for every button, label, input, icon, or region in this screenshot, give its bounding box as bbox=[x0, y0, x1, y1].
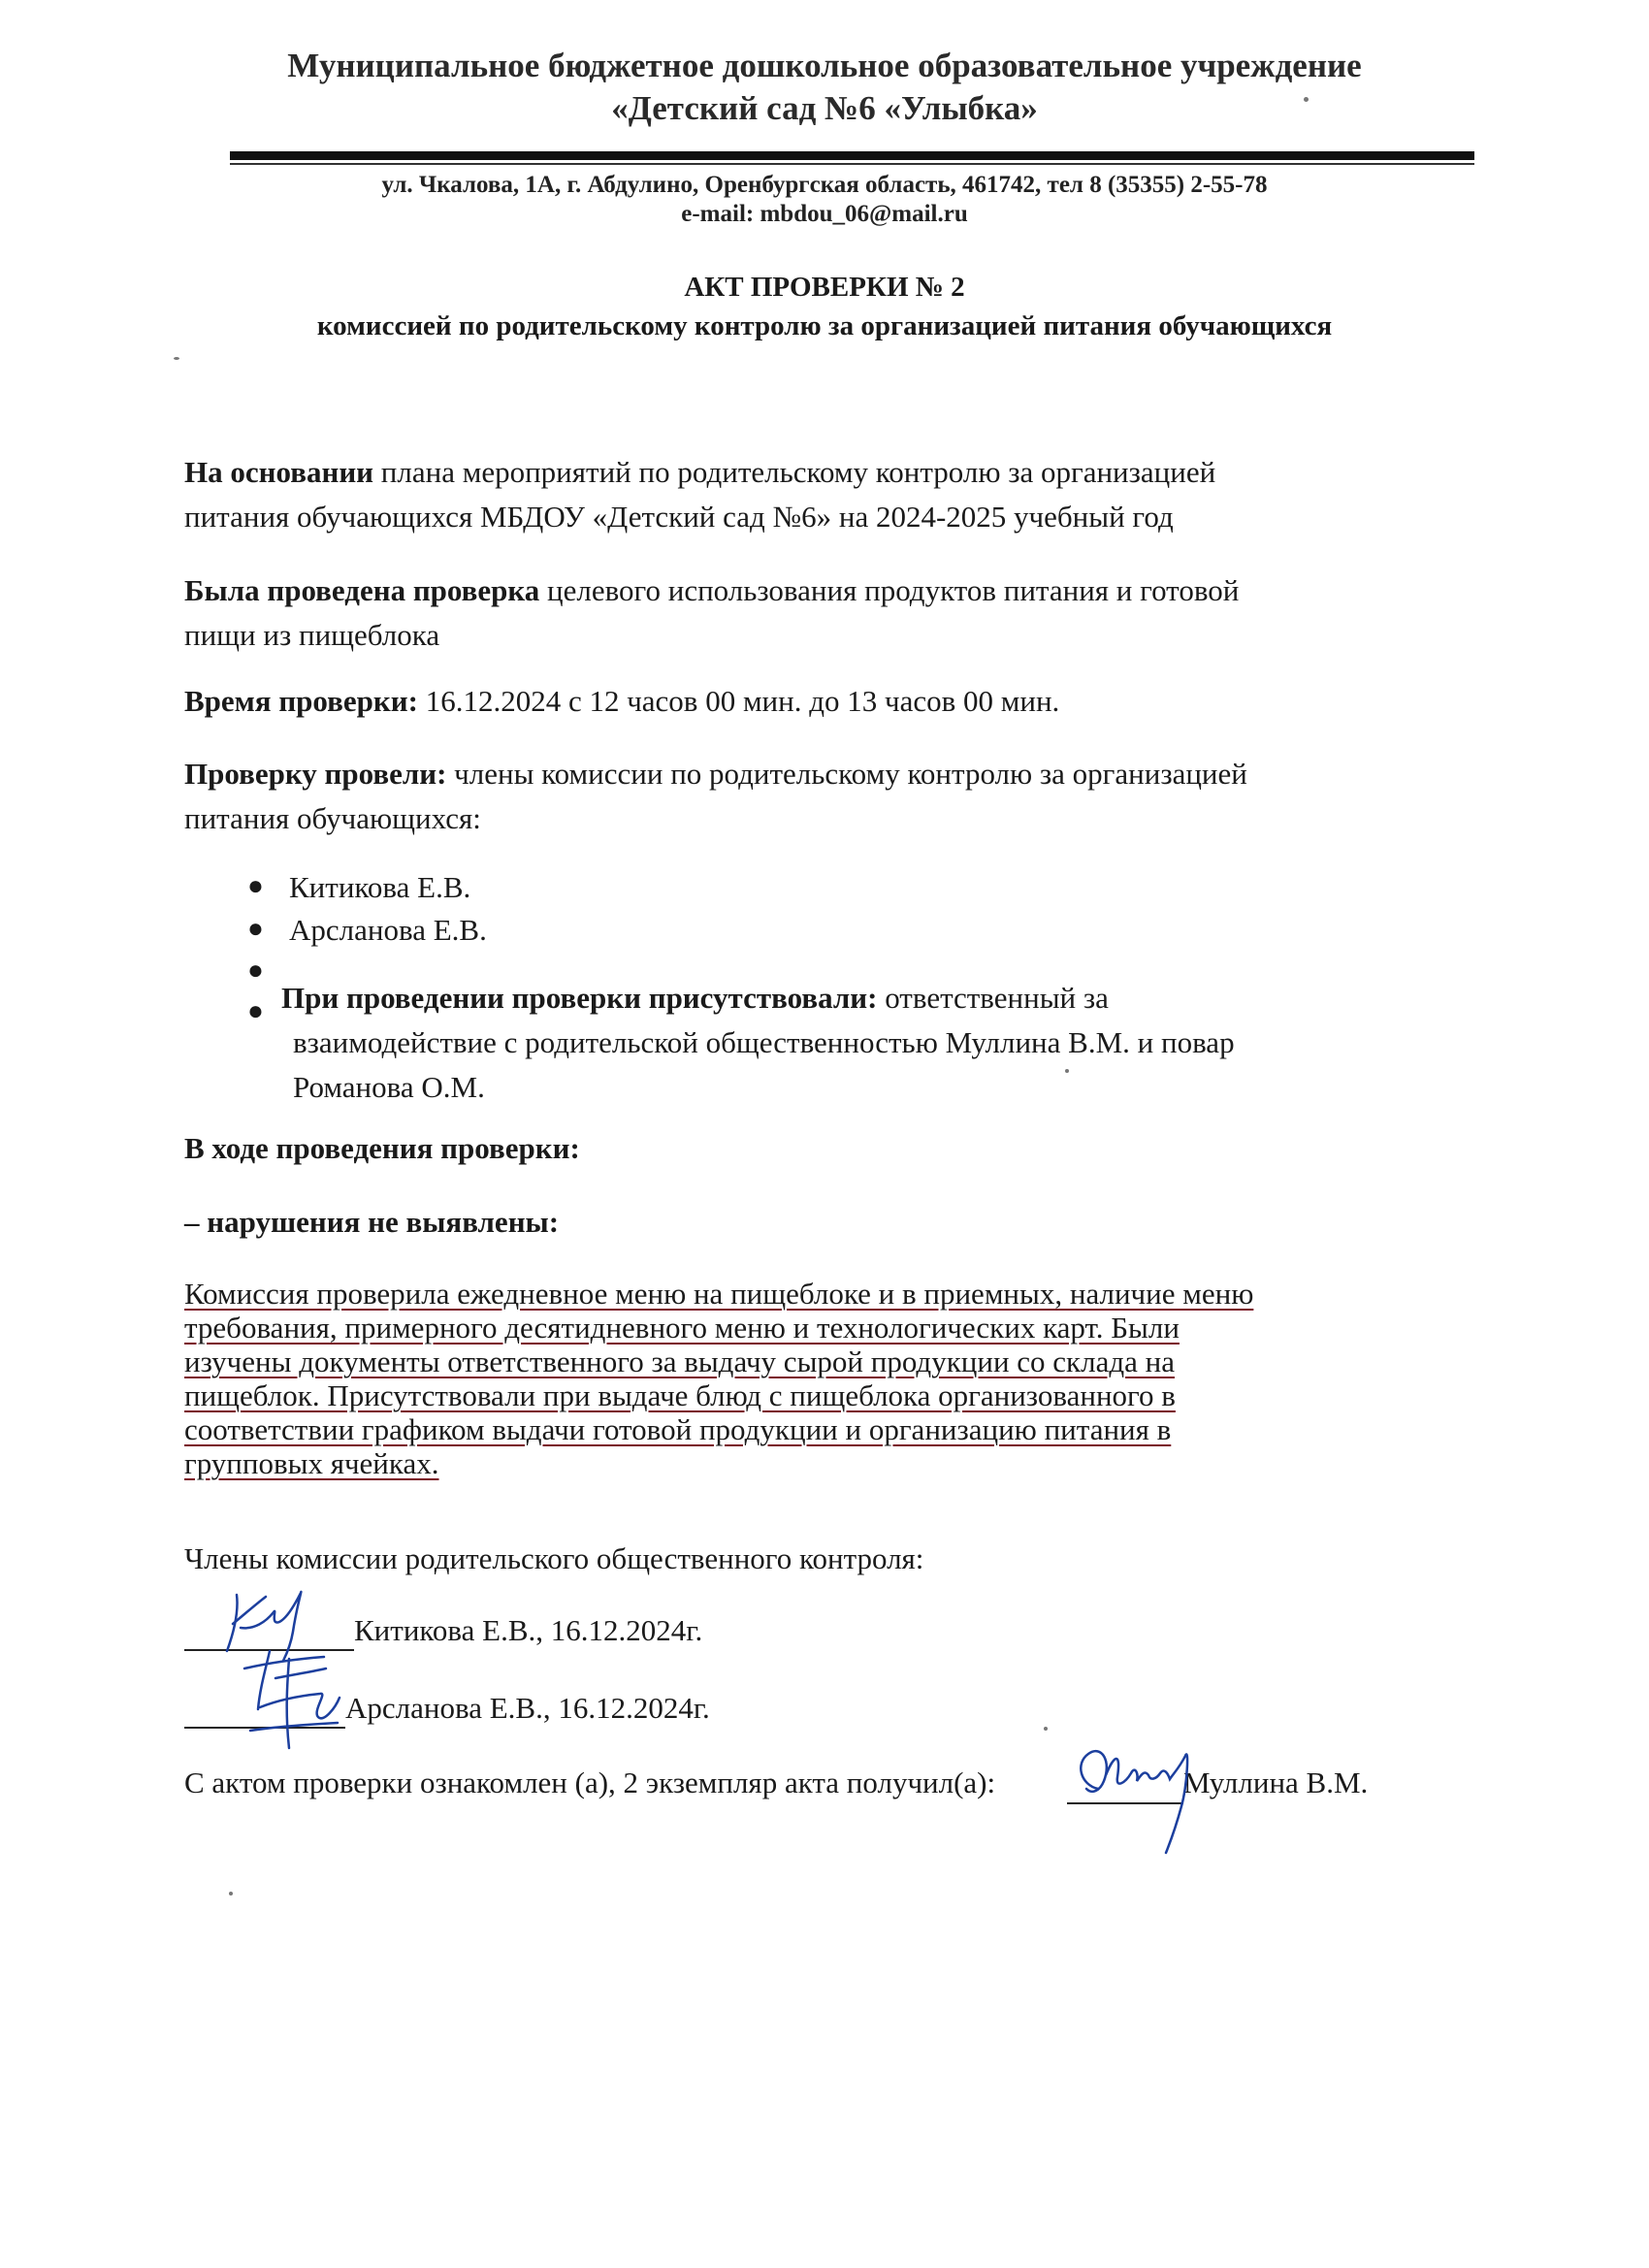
conducted-text-line2: питания обучающихся: bbox=[184, 801, 481, 835]
violations-label: – нарушения не выявлены: bbox=[184, 1205, 560, 1239]
signature-caption-1: Китикова Е.В., 16.12.2024г. bbox=[354, 1613, 703, 1647]
findings-line-2: требования, примерного десятидневного меню и технологических карт. Были bbox=[184, 1311, 1180, 1345]
present-label: При проведении проверки присутствовали: bbox=[281, 981, 878, 1015]
time-paragraph bbox=[184, 679, 1397, 724]
findings-line-4: пищеблок. Присутствовали при выдаче блюд с пищеблока организованного в bbox=[184, 1378, 1176, 1412]
scan-speck bbox=[1304, 97, 1309, 102]
org-email: e-mail: mbdou_06@mail.ru bbox=[681, 201, 968, 227]
basis-text-line2: питания обучающихся МБДОУ «Детский сад №6» на 2024-2025 учебный год bbox=[184, 500, 1174, 534]
findings-line-5: соответствии графиком выдачи готовой продукции и организацию питания в bbox=[184, 1412, 1172, 1446]
acknowledgement-text: С актом проверки ознакомлен (а), 2 экземпляр акта получил(а): bbox=[184, 1766, 996, 1799]
during-label: В ходе проведения проверки: bbox=[184, 1131, 580, 1165]
bullet-icon: ● bbox=[247, 914, 264, 944]
check-paragraph bbox=[184, 568, 1397, 658]
basis-paragraph bbox=[184, 450, 1397, 539]
bullet-icon: ● bbox=[247, 956, 264, 986]
conducted-text-line1: члены комиссии по родительскому контролю за организацией bbox=[446, 757, 1247, 791]
org-name-line2: «Детский сад №6 «Улыбка» bbox=[611, 89, 1038, 127]
conducted-label: Проверку провели: bbox=[184, 757, 447, 791]
act-subtitle: комиссией по родительскому контролю за организацией питания обучающихся bbox=[316, 310, 1333, 341]
check-text-line2: пищи из пищеблока bbox=[184, 618, 440, 652]
header-divider-thick bbox=[230, 151, 1474, 160]
handwritten-signature-3 bbox=[1067, 1727, 1212, 1858]
check-label: Была проведена проверка bbox=[184, 573, 540, 607]
scan-speck bbox=[1065, 1069, 1069, 1073]
findings-line-1: Комиссия проверила ежедневное меню на пищеблоке и в приемных, наличие меню bbox=[184, 1277, 1254, 1311]
member-item-2: Арсланова Е.В. bbox=[289, 913, 487, 947]
acknowledgement-name: Муллина В.М. bbox=[1183, 1766, 1369, 1799]
org-name-line1: Муниципальное бюджетное дошкольное образовательное учреждение bbox=[287, 47, 1362, 84]
member-item-1: Китикова Е.В. bbox=[289, 870, 471, 904]
findings-line-6: групповых ячейках. bbox=[184, 1446, 439, 1480]
check-text-line1: целевого использования продуктов питания и готовой bbox=[539, 573, 1240, 607]
org-address: ул. Чкалова, 1А, г. Абдулино, Оренбургская область, 461742, тел 8 (35355) 2-55-78 bbox=[381, 172, 1268, 198]
basis-label: На основании bbox=[184, 455, 374, 489]
time-value: 16.12.2024 с 12 часов 00 мин. до 13 часов 00 мин. bbox=[417, 684, 1060, 718]
signature-caption-2: Арсланова Е.В., 16.12.2024г. bbox=[345, 1691, 710, 1725]
findings-line-3: изучены документы ответственного за выдачу сырой продукции со склада на bbox=[184, 1345, 1175, 1378]
present-text-line3: Романова О.М. bbox=[293, 1070, 485, 1104]
present-text-line2: взаимодействие с родительской общественностью Муллина В.М. и повар bbox=[293, 1025, 1235, 1059]
handwritten-signature-2 bbox=[231, 1639, 367, 1756]
conducted-paragraph bbox=[184, 752, 1397, 841]
present-text-line1: ответственный за bbox=[877, 981, 1109, 1015]
findings-paragraph bbox=[184, 1277, 1397, 1480]
basis-text-line1: плана мероприятий по родительскому контролю за организацией bbox=[373, 455, 1216, 489]
bullet-icon: ● bbox=[247, 871, 264, 901]
members-heading: Члены комиссии родительского общественного контроля: bbox=[184, 1541, 924, 1575]
during-heading bbox=[184, 1126, 1397, 1171]
present-item bbox=[281, 976, 1377, 1110]
scan-speck bbox=[174, 357, 179, 360]
scan-speck bbox=[1044, 1727, 1048, 1731]
act-title: АКТ ПРОВЕРКИ № 2 bbox=[684, 272, 965, 303]
header-divider-thin bbox=[230, 163, 1474, 165]
violations-line bbox=[184, 1200, 1397, 1245]
bullet-icon: ● bbox=[247, 996, 264, 1026]
scan-speck bbox=[229, 1892, 233, 1895]
time-label: Время проверки: bbox=[184, 684, 418, 718]
